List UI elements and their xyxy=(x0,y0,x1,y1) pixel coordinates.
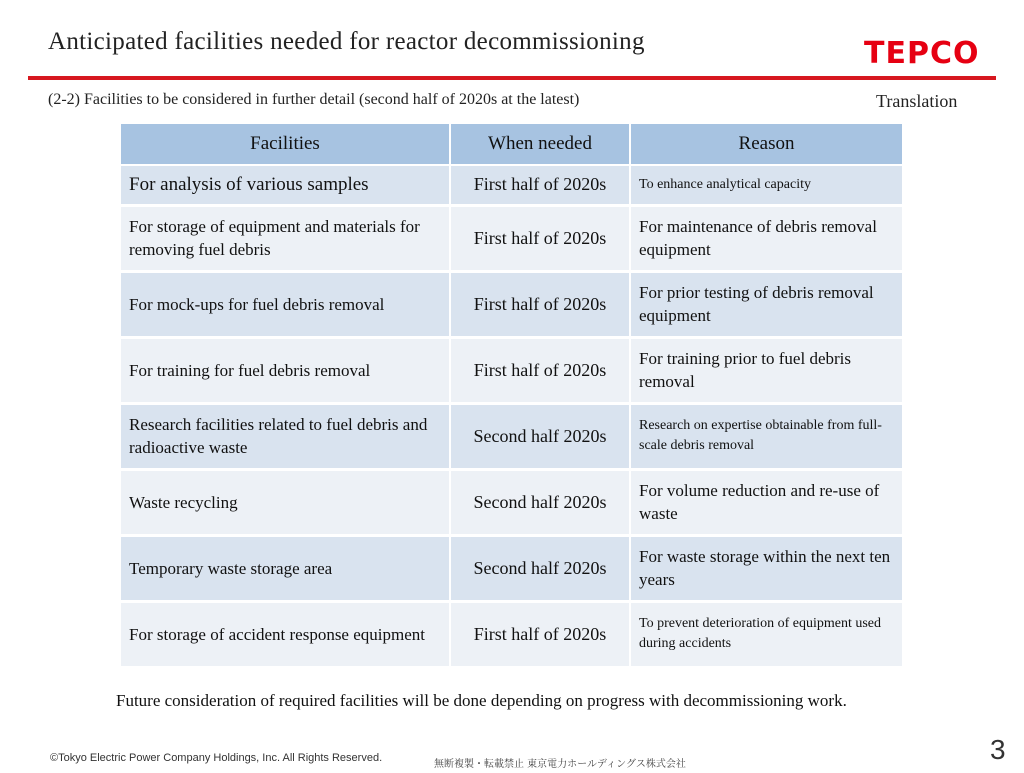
facility-cell: For storage of accident response equipment xyxy=(121,601,450,667)
when-needed-cell: First half of 2020s xyxy=(450,205,630,271)
facility-cell: For analysis of various samples xyxy=(121,165,450,205)
facility-cell: Waste recycling xyxy=(121,469,450,535)
tepco-logo: TEPCO xyxy=(864,36,980,71)
table-row xyxy=(121,271,903,337)
reason-cell: For waste storage within the next ten years xyxy=(630,535,903,601)
reason-cell: For training prior to fuel debris removal xyxy=(630,337,903,403)
when-needed-cell: Second half 2020s xyxy=(450,403,630,469)
section-subtitle: (2-2) Facilities to be considered in further detail (second half of 2020s at the latest) xyxy=(48,91,580,108)
table-row xyxy=(121,165,903,205)
reason-cell: For maintenance of debris removal equipment xyxy=(630,205,903,271)
reason-cell: For prior testing of debris removal equipment xyxy=(630,271,903,337)
facility-cell: For mock-ups for fuel debris removal xyxy=(121,271,450,337)
reproduction-notice: 無断複製・転載禁止 東京電力ホールディングス株式会社 xyxy=(434,759,686,770)
when-needed-cell: First half of 2020s xyxy=(450,601,630,667)
facility-cell: Research facilities related to fuel debris and radioactive waste xyxy=(121,403,450,469)
column-header-facilities: Facilities xyxy=(121,124,450,165)
column-header-reason: Reason xyxy=(630,124,903,165)
facility-cell: Temporary waste storage area xyxy=(121,535,450,601)
title-divider xyxy=(28,76,996,80)
reason-cell: To enhance analytical capacity xyxy=(630,165,903,205)
table-row xyxy=(121,205,903,271)
reason-cell: Research on expertise obtainable from full-scale debris removal xyxy=(630,403,903,469)
table-row xyxy=(121,403,903,469)
page-title: Anticipated facilities needed for reactor decommissioning xyxy=(48,28,645,55)
page-number: 3 xyxy=(990,734,1006,765)
footnote: Future consideration of required facilities will be done depending on progress with decommissioning work. xyxy=(116,691,847,710)
when-needed-cell: Second half 2020s xyxy=(450,535,630,601)
column-header-when-needed: When needed xyxy=(450,124,630,165)
table-row xyxy=(121,469,903,535)
table-row xyxy=(121,601,903,667)
table-header-row xyxy=(121,124,903,165)
when-needed-cell: First half of 2020s xyxy=(450,165,630,205)
facilities-table xyxy=(121,124,904,669)
facility-cell: For training for fuel debris removal xyxy=(121,337,450,403)
translation-label: Translation xyxy=(876,91,958,111)
when-needed-cell: Second half 2020s xyxy=(450,469,630,535)
when-needed-cell: First half of 2020s xyxy=(450,337,630,403)
copyright-notice: ©Tokyo Electric Power Company Holdings, Inc. All Rights Reserved. xyxy=(50,752,383,764)
when-needed-cell: First half of 2020s xyxy=(450,271,630,337)
reason-cell: To prevent deterioration of equipment used during accidents xyxy=(630,601,903,667)
table-row xyxy=(121,535,903,601)
table-row xyxy=(121,337,903,403)
reason-cell: For volume reduction and re-use of waste xyxy=(630,469,903,535)
facility-cell: For storage of equipment and materials for removing fuel debris xyxy=(121,205,450,271)
